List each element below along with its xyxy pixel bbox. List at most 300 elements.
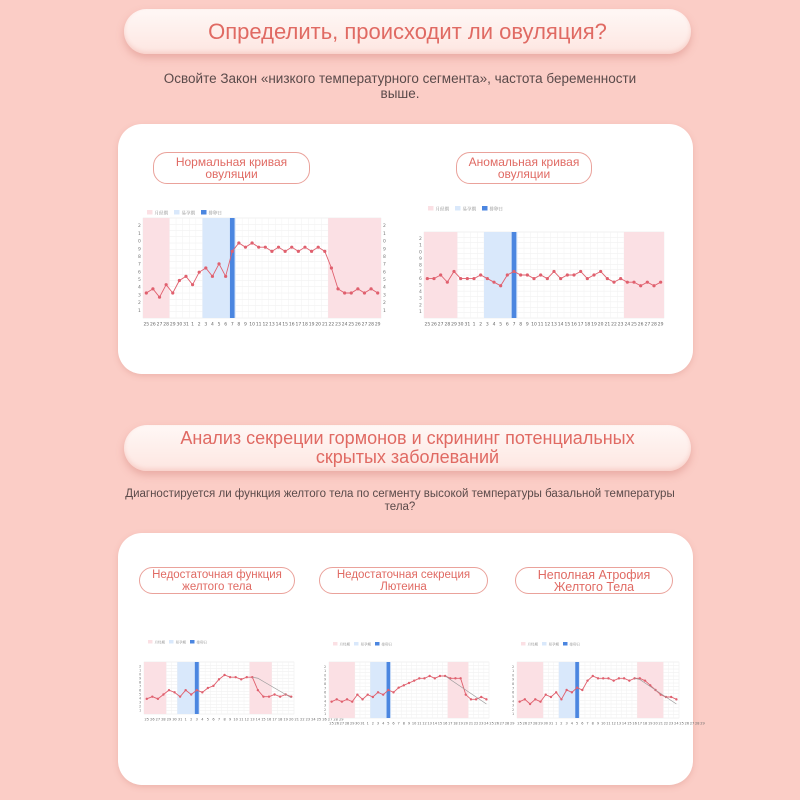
- temperature-point: [257, 689, 259, 691]
- abnormal-ovulation-chart: [412, 202, 678, 330]
- y-tick-label: 7: [419, 270, 422, 276]
- legend-label: 月经期: [339, 642, 350, 647]
- x-tick-label: 22: [328, 322, 335, 328]
- y-tick-label: 5: [138, 278, 141, 284]
- period-band: [624, 232, 664, 318]
- temperature-point: [397, 686, 399, 688]
- y-tick-label: 9: [383, 247, 386, 253]
- y-tick-label: 3: [512, 703, 515, 708]
- temperature-point: [211, 275, 214, 278]
- y-tick-label: 7: [512, 686, 515, 691]
- temperature-point: [237, 241, 240, 244]
- legend-swatch: [542, 642, 547, 646]
- x-tick-label: 26: [354, 322, 361, 328]
- legend-swatch: [428, 206, 434, 211]
- x-tick-label: 14: [432, 721, 438, 726]
- legend-label: 排卵日: [489, 207, 503, 213]
- x-tick-label: 24: [484, 721, 489, 726]
- y-tick-label: 4: [139, 696, 142, 701]
- x-tick-label: 29: [538, 721, 543, 726]
- temperature-point: [367, 693, 369, 695]
- x-tick-label: 3: [485, 322, 489, 328]
- x-tick-label: 19: [648, 721, 653, 726]
- temperature-point: [579, 270, 582, 273]
- temperature-point: [279, 695, 281, 697]
- temperature-point: [240, 678, 242, 680]
- temperature-point: [234, 676, 236, 678]
- x-tick-label: 29: [338, 717, 344, 722]
- y-tick-label: 9: [324, 677, 327, 682]
- x-tick-label: 1: [184, 717, 187, 722]
- temperature-point: [466, 277, 469, 280]
- x-tick-label: 5: [217, 322, 221, 328]
- temperature-point: [179, 695, 181, 697]
- temperature-point: [190, 693, 192, 695]
- temperature-point: [472, 277, 475, 280]
- temperature-point: [572, 273, 575, 276]
- temperature-point: [151, 695, 153, 697]
- temperature-point: [317, 246, 320, 249]
- y-tick-label: 7: [139, 684, 142, 689]
- temperature-point: [581, 689, 583, 691]
- y-tick-label: 0: [383, 239, 386, 245]
- y-tick-label: 9: [419, 256, 422, 262]
- temperature-point: [264, 246, 267, 249]
- y-tick-label: 0: [138, 239, 141, 245]
- x-tick-label: 17: [448, 721, 453, 726]
- temperature-point: [171, 291, 174, 294]
- x-tick-label: 10: [249, 322, 255, 328]
- x-tick-label: 21: [604, 322, 611, 328]
- temperature-point: [218, 678, 220, 680]
- temperature-point: [539, 700, 541, 702]
- x-tick-label: 26: [684, 721, 690, 726]
- x-tick-label: 24: [674, 721, 679, 726]
- y-tick-label: 2: [138, 224, 141, 230]
- x-tick-label: 27: [644, 322, 651, 328]
- x-tick-label: 29: [166, 717, 172, 722]
- x-tick-label: 28: [333, 717, 338, 722]
- x-tick-label: 10: [600, 721, 606, 726]
- x-tick-label: 2: [190, 717, 193, 722]
- y-tick-label: 8: [138, 254, 141, 260]
- temperature-point: [532, 277, 535, 280]
- y-tick-label: 2: [512, 707, 515, 712]
- temperature-point: [612, 281, 615, 284]
- x-tick-label: 23: [335, 322, 341, 328]
- x-tick-label: 13: [269, 322, 275, 328]
- x-tick-label: 29: [169, 322, 176, 328]
- x-tick-label: 15: [261, 717, 266, 722]
- temperature-point: [408, 682, 410, 684]
- legend-swatch: [174, 210, 180, 215]
- temperature-point: [586, 679, 588, 681]
- y-tick-label: 5: [383, 278, 386, 284]
- legend-label: 易孕期: [360, 642, 371, 647]
- x-tick-label: 6: [581, 721, 584, 726]
- temperature-point: [475, 698, 477, 700]
- x-tick-label: 21: [658, 721, 663, 726]
- temperature-point: [184, 275, 187, 278]
- legend-label: 月经期: [154, 211, 168, 217]
- x-tick-label: 8: [237, 322, 241, 328]
- x-tick-label: 27: [499, 721, 505, 726]
- y-tick-label: 1: [324, 669, 327, 674]
- temperature-point: [168, 689, 170, 691]
- y-tick-label: 8: [512, 682, 515, 687]
- x-tick-label: 27: [156, 322, 163, 328]
- temperature-point: [341, 700, 343, 702]
- x-tick-label: 7: [230, 322, 234, 328]
- x-tick-label: 20: [288, 717, 294, 722]
- legend-swatch: [169, 640, 174, 644]
- x-tick-label: 17: [272, 717, 277, 722]
- x-tick-label: 25: [424, 322, 431, 328]
- x-tick-label: 8: [591, 721, 594, 726]
- temperature-point: [178, 279, 181, 282]
- x-tick-label: 18: [302, 322, 308, 328]
- x-tick-label: 12: [244, 717, 250, 722]
- legend-swatch: [201, 210, 207, 215]
- temperature-point: [145, 291, 148, 294]
- x-tick-label: 21: [294, 717, 300, 722]
- x-tick-label: 4: [201, 717, 204, 722]
- temperature-point: [606, 277, 609, 280]
- legend-swatch: [190, 640, 195, 644]
- temperature-point: [555, 691, 557, 693]
- temperature-point: [670, 696, 672, 698]
- x-tick-label: 15: [282, 322, 289, 328]
- y-tick-label: 2: [138, 301, 141, 307]
- luteal-insufficiency-label: Недостаточная функция желтого тела: [139, 567, 295, 594]
- ovulation-day-bar: [230, 218, 235, 318]
- temperature-point: [196, 689, 198, 691]
- y-tick-label: 6: [138, 270, 141, 276]
- x-tick-label: 18: [584, 322, 591, 328]
- y-tick-label: 2: [139, 704, 142, 709]
- period-band: [250, 662, 272, 714]
- legend-swatch: [147, 210, 153, 215]
- y-tick-label: 7: [138, 262, 141, 268]
- temperature-point: [480, 696, 482, 698]
- x-tick-label: 25: [348, 322, 355, 328]
- x-tick-label: 9: [244, 322, 247, 328]
- x-tick-label: 30: [172, 717, 177, 722]
- temperature-point: [518, 700, 520, 702]
- y-tick-label: 4: [512, 699, 515, 704]
- y-tick-label: 9: [138, 247, 141, 253]
- legend-label: 月经期: [435, 207, 449, 213]
- section-title-ovulation: Определить, происходит ли овуляция?: [124, 9, 691, 54]
- x-tick-label: 9: [525, 322, 529, 328]
- y-tick-label: 4: [138, 285, 141, 291]
- x-tick-label: 12: [262, 322, 269, 328]
- temperature-point: [519, 273, 522, 276]
- temperature-point: [268, 695, 270, 697]
- x-tick-label: 16: [632, 721, 637, 726]
- x-tick-label: 17: [637, 721, 643, 726]
- x-tick-label: 28: [695, 721, 700, 726]
- temperature-point: [284, 250, 287, 253]
- x-tick-label: 27: [689, 721, 695, 726]
- temperature-point: [639, 284, 642, 287]
- x-tick-label: 11: [606, 721, 611, 726]
- x-tick-label: 30: [355, 721, 360, 726]
- temperature-point: [602, 677, 604, 679]
- x-tick-label: 12: [611, 721, 616, 726]
- x-tick-label: 5: [575, 721, 579, 726]
- x-tick-label: 26: [637, 322, 644, 328]
- temperature-point: [552, 270, 555, 273]
- x-tick-label: 22: [611, 322, 617, 328]
- temperature-point: [644, 679, 646, 681]
- section-subtitle-hormones: Диагностируется ли функция желтого тела по сегменту высокой температуры базальной температуры тела?: [125, 488, 675, 513]
- x-tick-label: 27: [155, 717, 161, 722]
- x-tick-label: 26: [150, 322, 156, 328]
- temperature-point: [506, 273, 509, 276]
- temperature-point: [479, 273, 482, 276]
- x-tick-label: 14: [275, 322, 282, 328]
- legend-swatch: [521, 642, 526, 646]
- legend-label: 排卵日: [569, 642, 580, 647]
- temperature-point: [231, 250, 234, 253]
- temperature-point: [244, 246, 247, 249]
- temperature-point: [382, 693, 384, 695]
- period-band: [637, 662, 663, 718]
- x-tick-label: 4: [570, 721, 573, 726]
- y-tick-label: 1: [383, 308, 386, 314]
- x-tick-label: 25: [144, 717, 150, 722]
- normal-ovulation-chart: [135, 204, 395, 330]
- temperature-point: [191, 283, 194, 286]
- temperature-point: [184, 689, 186, 691]
- y-tick-label: 5: [139, 692, 142, 697]
- x-tick-label: 26: [150, 717, 155, 722]
- incomplete-atrophy-label: Неполная Атрофия Желтого Тела: [515, 567, 673, 594]
- y-tick-label: 6: [383, 270, 386, 276]
- temperature-point: [158, 296, 161, 299]
- x-tick-label: 15: [627, 721, 632, 726]
- temperature-point: [361, 698, 363, 700]
- temperature-point: [369, 287, 372, 290]
- temperature-point: [599, 270, 602, 273]
- temperature-point: [204, 266, 207, 269]
- x-tick-label: 28: [344, 721, 350, 726]
- temperature-point: [413, 679, 415, 681]
- x-tick-label: 3: [565, 721, 568, 726]
- temperature-point: [619, 277, 622, 280]
- legend-label: 易孕期: [462, 207, 476, 213]
- temperature-point: [387, 689, 389, 691]
- x-tick-label: 25: [517, 721, 522, 726]
- legend-swatch: [333, 642, 338, 646]
- x-tick-label: 23: [668, 721, 674, 726]
- temperature-point: [224, 275, 227, 278]
- y-tick-label: 6: [139, 688, 142, 693]
- temperature-point: [363, 291, 366, 294]
- temperature-point: [428, 675, 430, 677]
- y-tick-label: 8: [139, 680, 142, 685]
- x-tick-label: 16: [571, 322, 577, 328]
- x-tick-label: 7: [397, 721, 400, 726]
- x-tick-label: 29: [657, 322, 664, 328]
- x-tick-label: 25: [489, 721, 494, 726]
- temperature-point: [372, 696, 374, 698]
- x-tick-label: 17: [577, 322, 584, 328]
- temperature-point: [454, 677, 456, 679]
- legend-label: 易孕期: [548, 642, 559, 647]
- temperature-point: [423, 677, 425, 679]
- x-tick-label: 8: [402, 721, 405, 726]
- x-tick-label: 20: [597, 322, 604, 328]
- y-tick-label: 5: [512, 694, 515, 699]
- x-tick-label: 4: [382, 721, 385, 726]
- x-tick-label: 26: [431, 322, 437, 328]
- temperature-point: [356, 693, 358, 695]
- x-tick-label: 2: [197, 322, 201, 328]
- temperature-point: [323, 250, 326, 253]
- x-tick-label: 10: [531, 322, 537, 328]
- temperature-point: [403, 684, 405, 686]
- temperature-point: [675, 698, 677, 700]
- x-tick-label: 7: [512, 322, 516, 328]
- x-tick-label: 12: [422, 721, 427, 726]
- period-band: [517, 662, 543, 718]
- temperature-point: [392, 691, 394, 693]
- temperature-point: [146, 698, 148, 700]
- x-tick-label: 18: [277, 717, 283, 722]
- x-tick-label: 30: [543, 721, 548, 726]
- incomplete-atrophy-chart: [512, 640, 705, 726]
- temperature-point: [524, 698, 526, 700]
- x-tick-label: 11: [417, 721, 422, 726]
- temperature-point: [217, 262, 220, 265]
- y-tick-label: 2: [512, 664, 515, 669]
- x-tick-label: 14: [557, 322, 564, 328]
- x-tick-label: 28: [444, 322, 451, 328]
- x-tick-label: 20: [315, 322, 322, 328]
- x-tick-label: 6: [392, 721, 395, 726]
- legend-label: 月经期: [154, 640, 165, 645]
- x-tick-label: 15: [437, 721, 443, 726]
- y-tick-label: 9: [512, 677, 515, 682]
- x-tick-label: 1: [472, 322, 476, 328]
- y-tick-label: 1: [324, 712, 327, 717]
- x-tick-label: 26: [322, 717, 327, 722]
- temperature-point: [492, 281, 495, 284]
- temperature-point: [539, 273, 542, 276]
- temperature-point: [257, 246, 260, 249]
- x-tick-label: 2: [479, 322, 483, 328]
- legend-swatch: [482, 206, 488, 211]
- x-tick-label: 18: [453, 721, 458, 726]
- legend-swatch: [375, 642, 380, 646]
- legend-label: 排卵日: [208, 211, 222, 217]
- x-tick-label: 4: [492, 322, 496, 328]
- y-tick-label: 1: [512, 712, 515, 717]
- x-tick-label: 7: [586, 721, 589, 726]
- x-tick-label: 19: [458, 721, 463, 726]
- luteal-insufficiency-chart: [138, 640, 344, 726]
- normal-curve-label: Нормальная кривая овуляции: [153, 152, 310, 184]
- x-tick-label: 24: [311, 717, 316, 722]
- x-tick-label: 11: [238, 717, 244, 722]
- legend-label: 排卵日: [381, 642, 392, 647]
- temperature-point: [351, 700, 353, 702]
- y-tick-label: 3: [383, 293, 386, 299]
- x-tick-label: 23: [617, 322, 624, 328]
- temperature-point: [376, 291, 379, 294]
- y-tick-label: 1: [139, 708, 142, 713]
- period-band: [328, 218, 381, 318]
- x-tick-label: 29: [700, 721, 705, 726]
- x-tick-label: 6: [224, 322, 228, 328]
- temperature-point: [151, 287, 154, 290]
- temperature-point: [297, 250, 300, 253]
- y-tick-label: 1: [138, 231, 141, 237]
- legend-swatch: [455, 206, 461, 211]
- temperature-point: [623, 677, 625, 679]
- y-tick-label: 2: [383, 301, 386, 307]
- x-tick-label: 19: [591, 322, 597, 328]
- y-tick-label: 5: [419, 283, 422, 289]
- temperature-point: [470, 698, 472, 700]
- temperature-point: [246, 676, 248, 678]
- x-tick-label: 23: [479, 721, 484, 726]
- x-tick-label: 31: [177, 717, 183, 722]
- temperature-point: [250, 241, 253, 244]
- x-tick-label: 24: [341, 322, 348, 328]
- temperature-point: [310, 250, 313, 253]
- x-tick-label: 25: [316, 717, 322, 722]
- temperature-point: [350, 291, 353, 294]
- x-tick-label: 31: [183, 322, 189, 328]
- temperature-point: [432, 277, 435, 280]
- x-tick-label: 15: [564, 322, 571, 328]
- x-tick-label: 4: [210, 322, 214, 328]
- temperature-point: [486, 277, 489, 280]
- y-tick-label: 2: [419, 303, 422, 309]
- x-tick-label: 26: [334, 721, 339, 726]
- legend-swatch: [148, 640, 153, 644]
- temperature-point: [439, 675, 441, 677]
- period-band: [144, 662, 166, 714]
- temperature-point: [512, 270, 515, 273]
- temperature-point: [534, 698, 536, 700]
- temperature-point: [173, 691, 175, 693]
- temperature-point: [632, 281, 635, 284]
- temperature-point: [592, 675, 594, 677]
- y-tick-label: 8: [383, 254, 386, 260]
- y-tick-label: 3: [419, 296, 422, 302]
- y-tick-label: 1: [512, 669, 515, 674]
- x-tick-label: 5: [499, 322, 503, 328]
- x-tick-label: 14: [621, 721, 627, 726]
- y-tick-label: 0: [139, 672, 142, 677]
- x-tick-label: 7: [217, 717, 221, 722]
- temperature-point: [499, 284, 502, 287]
- y-tick-label: 8: [324, 682, 327, 687]
- temperature-point: [223, 674, 225, 676]
- y-tick-label: 6: [324, 690, 327, 695]
- x-tick-label: 27: [527, 721, 533, 726]
- y-tick-label: 2: [324, 707, 327, 712]
- x-tick-label: 31: [548, 721, 554, 726]
- x-tick-label: 27: [437, 322, 444, 328]
- y-tick-label: 3: [138, 293, 141, 299]
- x-tick-label: 22: [663, 721, 669, 726]
- x-tick-label: 19: [283, 717, 288, 722]
